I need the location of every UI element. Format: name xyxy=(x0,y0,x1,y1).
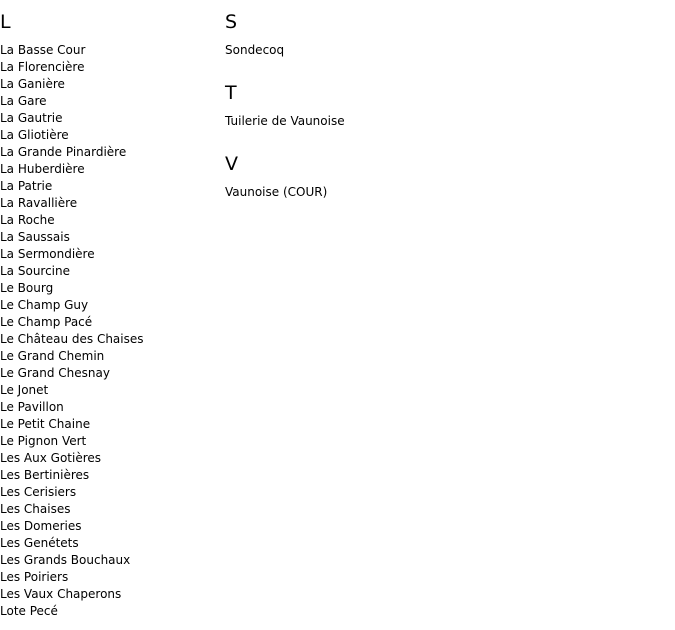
list-item: La Huberdière xyxy=(0,162,85,176)
place-list xyxy=(0,42,215,620)
list-item: Les Vaux Chaperons xyxy=(0,587,122,601)
list-item: La Grande Pinardière xyxy=(0,145,127,159)
list-item: La Roche xyxy=(0,213,55,227)
list-item: Les Domeries xyxy=(0,519,82,533)
list-item: Le Bourg xyxy=(0,281,54,295)
list-item: Les Poiriers xyxy=(0,570,69,584)
list-item: Les Cerisiers xyxy=(0,485,77,499)
list-item: Le Champ Pacé xyxy=(0,315,93,329)
list-item: La Ravallière xyxy=(0,196,78,210)
list-item: La Gare xyxy=(0,94,47,108)
section-letter: V xyxy=(225,153,238,175)
list-item: Les Grands Bouchaux xyxy=(0,553,131,567)
list-item: Tuilerie de Vaunoise xyxy=(225,114,345,128)
list-item: Les Genétets xyxy=(0,536,79,550)
list-item: Les Aux Gotières xyxy=(0,451,102,465)
place-list xyxy=(225,42,525,59)
list-item: Le Pignon Vert xyxy=(0,434,87,448)
list-item: Le Jonet xyxy=(0,383,49,397)
place-list xyxy=(225,184,525,201)
section-letter: T xyxy=(225,82,237,104)
list-item: La Patrie xyxy=(0,179,53,193)
list-item: Les Chaises xyxy=(0,502,71,516)
section-l xyxy=(0,11,215,620)
list-item: Le Château des Chaises xyxy=(0,332,144,346)
section-letter: S xyxy=(225,11,238,33)
list-item: Les Bertinières xyxy=(0,468,90,482)
section-v xyxy=(225,153,525,201)
list-item: Le Petit Chaine xyxy=(0,417,91,431)
list-item: Le Grand Chesnay xyxy=(0,366,110,380)
list-item: La Basse Cour xyxy=(0,43,86,57)
right-column xyxy=(225,11,525,201)
section-t xyxy=(225,82,525,130)
section-s xyxy=(225,11,525,59)
list-item: Le Pavillon xyxy=(0,400,64,414)
list-item: Lote Pecé xyxy=(0,604,58,618)
list-item: La Saussais xyxy=(0,230,70,244)
list-item: La Gliotière xyxy=(0,128,69,142)
list-item: La Gautrie xyxy=(0,111,63,125)
list-item: Le Grand Chemin xyxy=(0,349,105,363)
place-list xyxy=(225,113,525,130)
left-column xyxy=(0,11,215,620)
list-item: Sondecoq xyxy=(225,43,285,57)
list-item: La Sourcine xyxy=(0,264,71,278)
list-item: Le Champ Guy xyxy=(0,298,89,312)
list-item: Vaunoise (COUR) xyxy=(225,185,328,199)
list-item: La Florencière xyxy=(0,60,85,74)
list-item: La Ganière xyxy=(0,77,65,91)
section-letter: L xyxy=(0,11,11,33)
list-item: La Sermondière xyxy=(0,247,95,261)
